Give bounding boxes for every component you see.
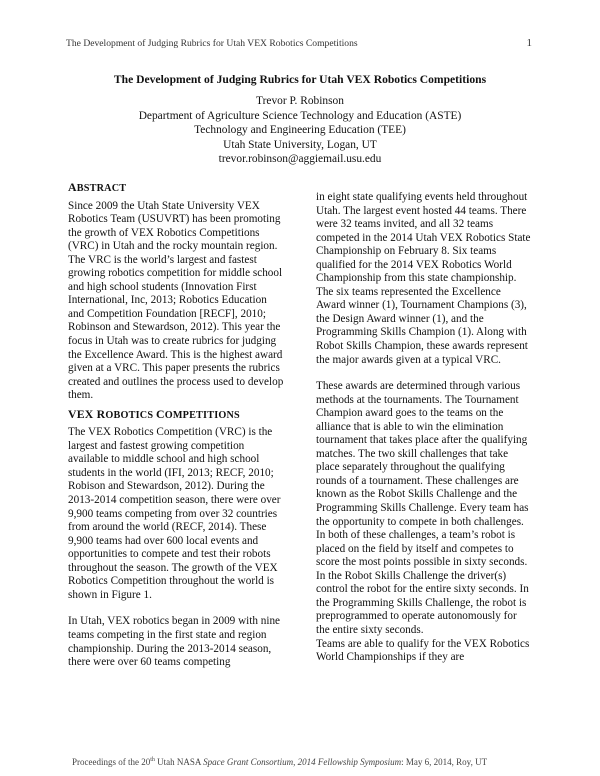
author-program: Technology and Engineering Education (TEE) [194,124,406,137]
abstract-text: Since 2009 the Utah State University VEX Robotics Team (USUVRT) has been promoting the growth of VEX Robotics Competitions (VRC) in Utah and the rocky mountain region. The VRC is the world’s largest and fastest growing robotics competition for middle school and high school students (Innovation First International, Inc, 2013; Robotics Education and Competition Foundation [RECF], 2010; Robinson and Stewardson, 2012). This year the focus in Utah was to create rubrics for judging the Excellence Award. This is the highest award given at a VRC. This paper presents the rubrics created and outlines the process used to develop them. [68,199,284,402]
right-column [316,191,532,665]
section-paragraph-2-continued: in eight state qualifying events held throughout Utah. The largest event hosted 44 teams. There were 32 teams invited, and all 32 teams competed in the 2014 Utah VEX Robotics State Championship on February 8. Six teams qualified for the 2014 VEX Robotics World Championship from this state championship. The six teams represented the Excellence Award winner (1), Tournament Champions (3), the Design Award winner (1), and the Programming Skills Champion (1). Along with Robot Skills Champion, these awards represent the major awards given at a typical VRC. [316,191,531,366]
author-email[interactable]: trevor.robinson@aggiemail.usu.edu [218,153,382,166]
section-paragraph-3: These awards are determined through various methods at the tournaments. The Tournament Champion award goes to the teams on the alliance that is able to win the elimination tournament that takes place after the qualifying matches. The two skill challenges that take place separately throughout the qualifying rounds of a tournament. These challenges are known as the Robot Skills Challenge and the Programming Skills Challenge. Every team has the opportunity to compete in both challenges. In both of these challenges, a team’s robot is placed on the field by itself and competes to score the most points possible in sixty seconds. In the Robot Skills Challenge the driver(s) control the robot for the entire sixty seconds. In the Programming Skills Challenge, the robot is preprogrammed to operate autonomously for the entire sixty seconds. [316,380,529,636]
author-university: Utah State University, Logan, UT [223,138,377,151]
abstract-heading: ABSTRACT [68,180,127,194]
author-block [60,94,540,167]
author-department: Department of Agriculture Science Technology and Education (ASTE) [138,109,462,122]
page-number: 1 [526,37,532,49]
section-heading: VEX ROBOTICS COMPETITIONS [68,406,240,421]
running-header: The Development of Judging Rubrics for Utah VEX Robotics Competitions [66,38,358,49]
section-paragraph-2: In Utah, VEX robotics began in 2009 with nine teams competing in the first state and region championship. During the 2013-2014 season, there were over 60 teams competing [68,615,281,669]
left-column [68,181,284,670]
section-paragraph-1: The VEX Robotics Competition (VRC) is the largest and fastest growing competition available to middle school and high school students in the world (IFI, 2013; RECF, 2010; Robison and Stewardson, 2012). During the 2013-2014 competition season, there were over 9,900 teams competing from over 32 countries from around the world (RECF, 2014). These 9,900 teams had over 600 local events and opportunities to compete and test their robots throughout the season. The growth of the VEX Robotics Competition throughout the world is shown in Figure 1. [68,426,281,601]
page-footer: Proceedings of the 20th Utah NASA Space Grant Consortium, 2014 Fellowship Symposium: May 6, 2014, Roy, UT [72,757,488,767]
section-paragraph-4: Teams are able to qualify for the VEX Robotics World Championships if they are [316,637,530,664]
paper-title: The Development of Judging Rubrics for Utah VEX Robotics Competitions [113,73,487,86]
author-name: Trevor P. Robinson [256,95,344,107]
